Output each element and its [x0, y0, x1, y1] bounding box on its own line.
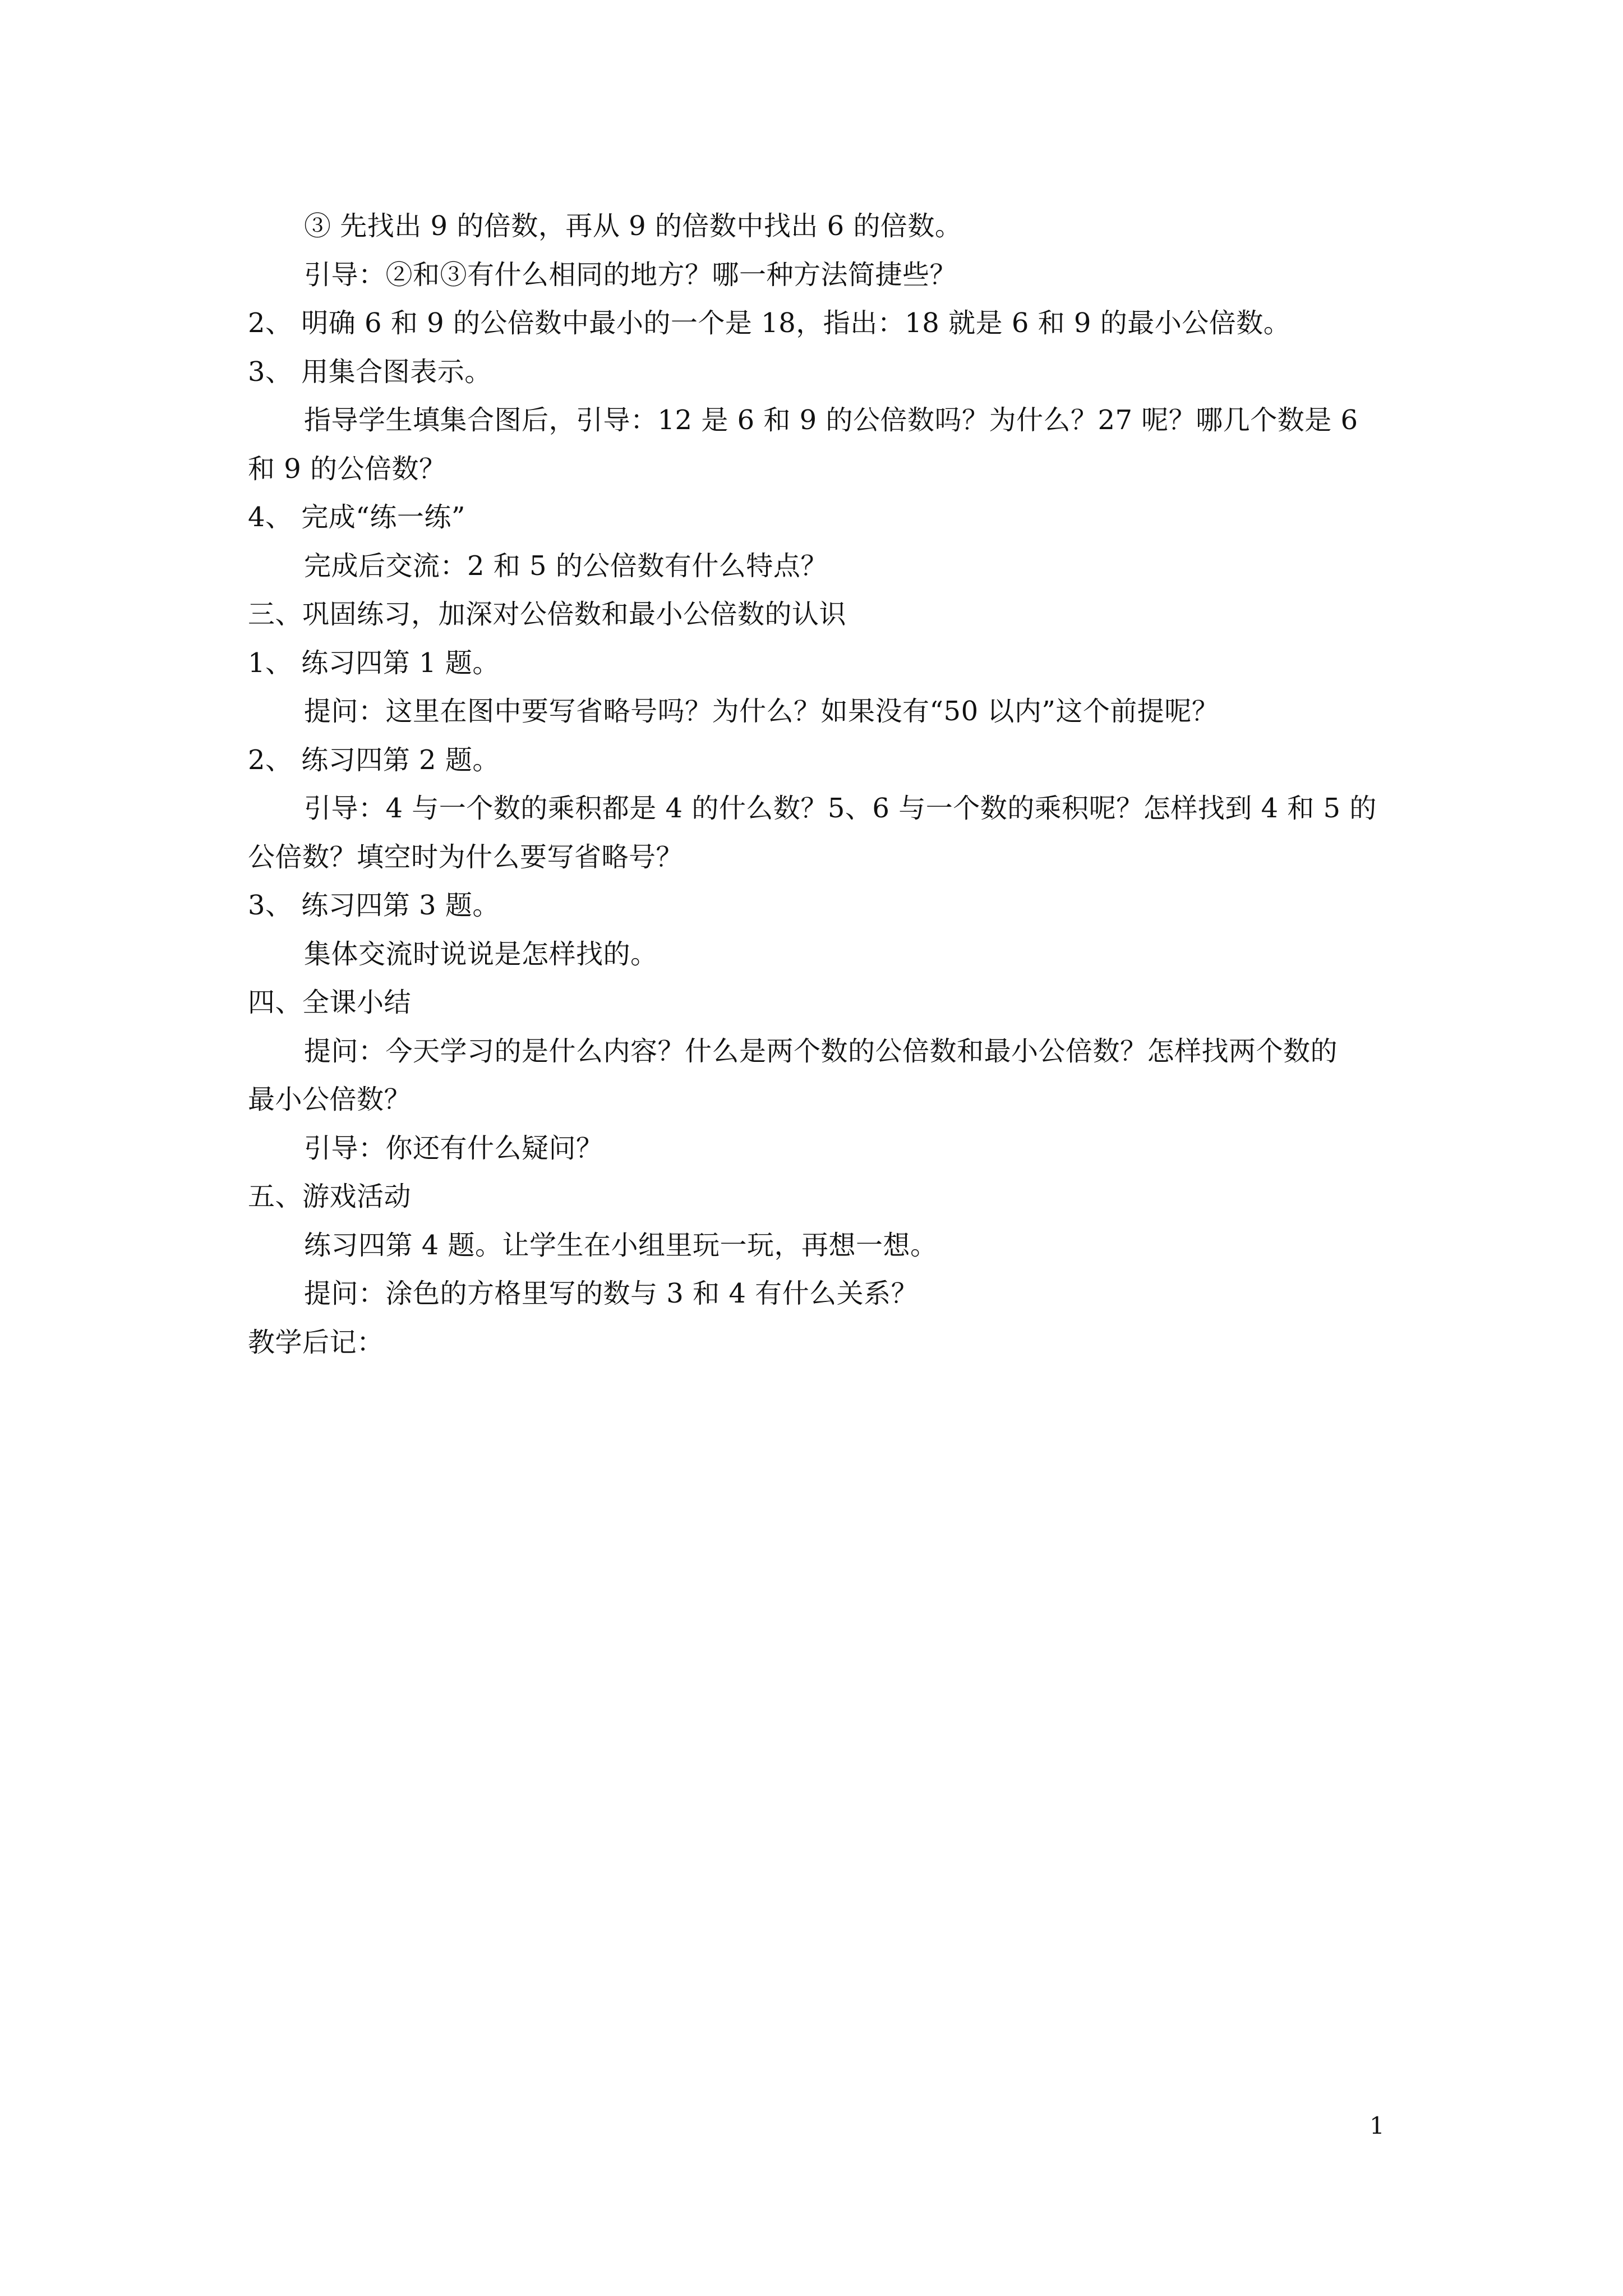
text-line: 教学后记：	[248, 1326, 384, 1358]
text-line: ③ 先找出 9 的倍数，再从 9 的倍数中找出 6 的倍数。	[304, 210, 962, 242]
page-number: 1	[1370, 2112, 1385, 2139]
text-line: 2、 练习四第 2 题。	[248, 744, 500, 776]
text-line: 1、 练习四第 1 题。	[248, 647, 500, 679]
section-heading: 五、游戏活动	[248, 1181, 412, 1212]
text-line: 集体交流时说说是怎样找的。	[304, 938, 658, 970]
text-line: 提问：涂色的方格里写的数与 3 和 4 有什么关系？	[304, 1278, 919, 1309]
text-line: 引导：②和③有什么相同的地方？哪一种方法简捷些？	[304, 259, 957, 291]
text-line: 3、 练习四第 3 题。	[248, 890, 500, 921]
document-body	[248, 202, 1392, 1366]
text-line: 提问：这里在图中要写省略号吗？为什么？如果没有“50 以内”这个前提呢？	[304, 696, 1219, 727]
text-line: 引导：4 与一个数的乘积都是 4 的什么数？5、6 与一个数的乘积呢？怎样找到 4 和 5 的	[304, 793, 1377, 824]
text-line: 完成后交流：2 和 5 的公倍数有什么特点？	[304, 550, 828, 582]
text-line: 公倍数？填空时为什么要写省略号？	[248, 841, 684, 873]
text-line: 2、 明确 6 和 9 的公倍数中最小的一个是 18，指出：18 就是 6 和 9 的最小公倍数。	[248, 307, 1291, 339]
text-line: 引导：你还有什么疑问？	[304, 1132, 603, 1164]
text-line: 和 9 的公倍数？	[248, 453, 446, 485]
text-line: 提问：今天学习的是什么内容？什么是两个数的公倍数和最小公倍数？怎样找两个数的	[304, 1035, 1338, 1067]
text-line: 指导学生填集合图后，引导：12 是 6 和 9 的公倍数吗？为什么？27 呢？哪几个数是 6	[304, 404, 1358, 436]
section-heading: 四、全课小结	[248, 987, 412, 1018]
section-heading: 三、巩固练习，加深对公倍数和最小公倍数的认识	[248, 599, 847, 630]
text-line: 练习四第 4 题。让学生在小组里玩一玩，再想一想。	[304, 1229, 938, 1261]
text-line: 最小公倍数？	[248, 1084, 412, 1115]
text-line: 3、 用集合图表示。	[248, 356, 492, 388]
text-line: 4、 完成“练一练”	[248, 501, 465, 533]
